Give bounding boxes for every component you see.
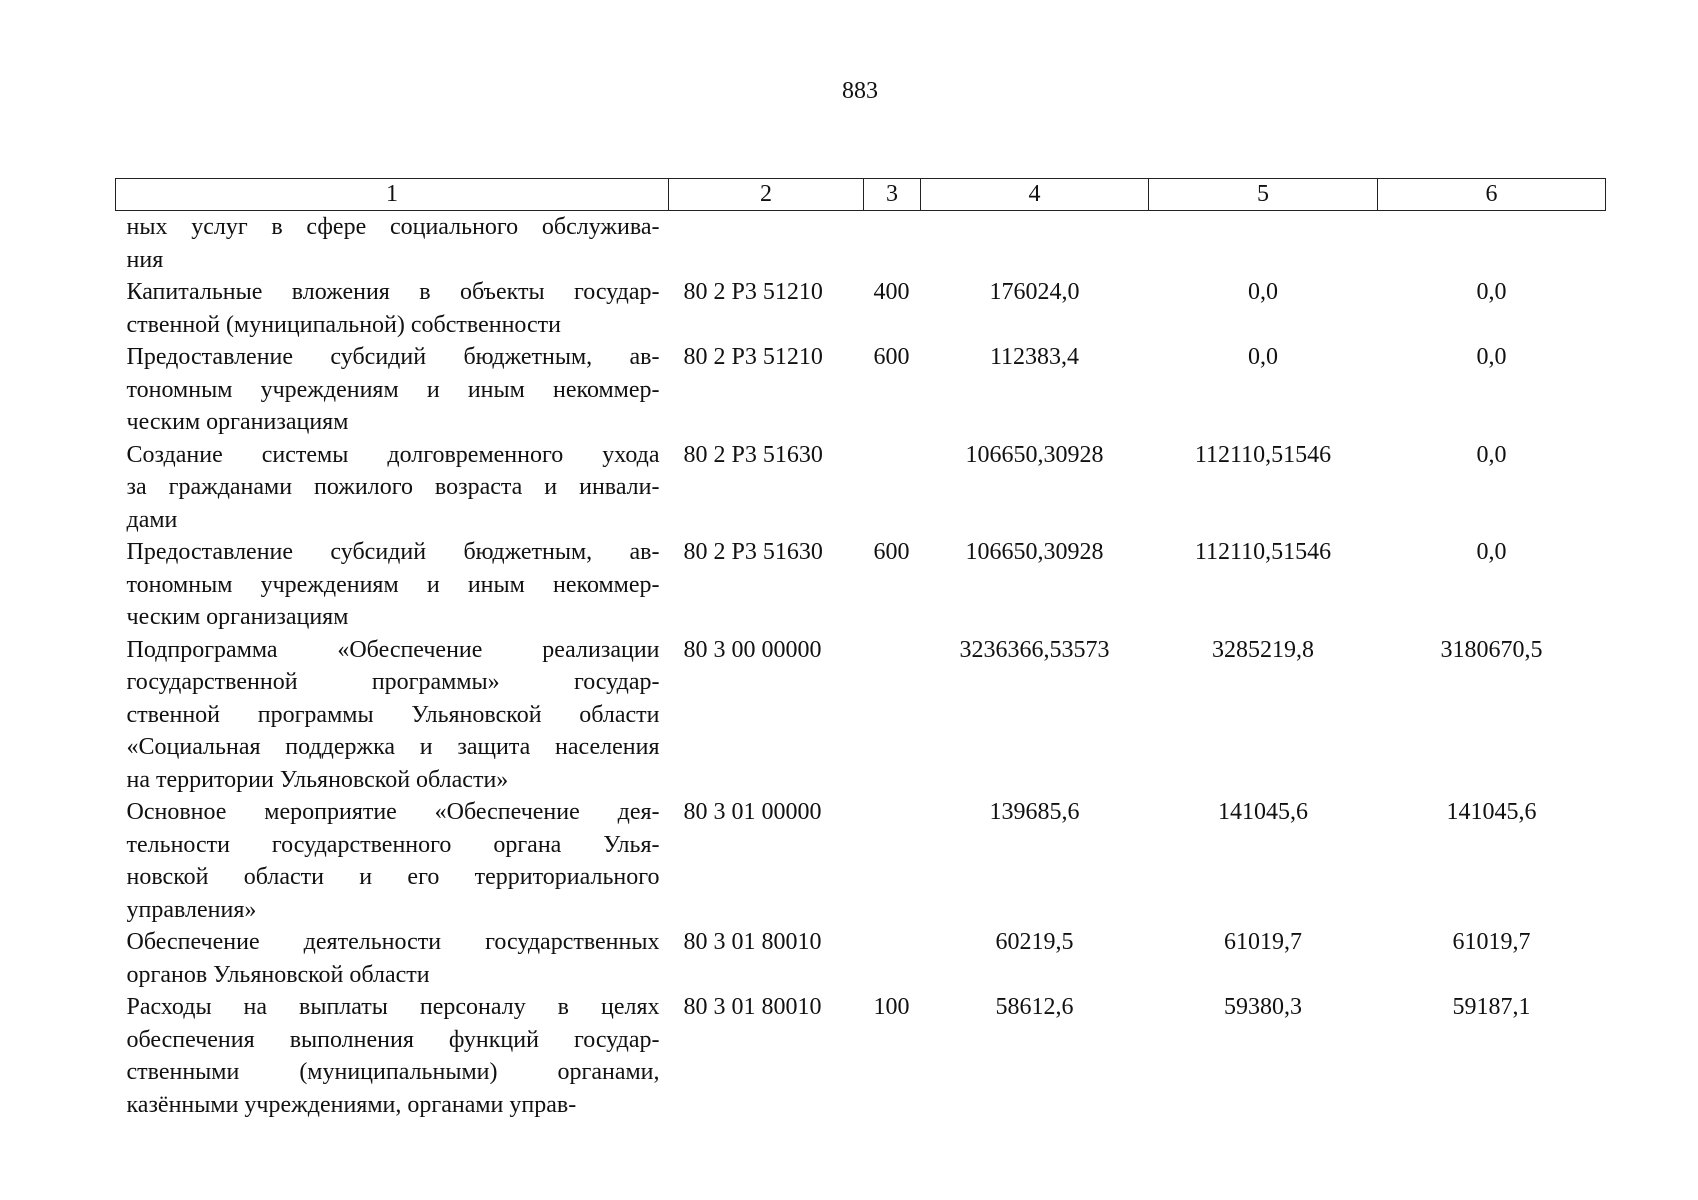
- row-value-5: 59380,3: [1224, 994, 1302, 1020]
- row-value-5: 3285219,8: [1212, 636, 1314, 663]
- row-value-5: 112110,51546: [1194, 441, 1332, 468]
- description-line: государственной программы» государ-: [126, 669, 660, 695]
- table-header: [116, 179, 1606, 211]
- row-code: 80 3 01 80010: [683, 929, 822, 955]
- description-line: тономным учреждениям и иным некоммер-: [126, 376, 660, 403]
- row-code: 80 3 01 00000: [683, 799, 822, 825]
- description-line: за гражданами пожилого возраста и инвали-: [126, 474, 660, 500]
- row-expense-type: 600: [873, 539, 910, 565]
- row-expense-type: [864, 634, 921, 797]
- row-value-6: 141045,6: [1446, 799, 1537, 825]
- description-line: ных услуг в сфере социального обслужива-: [126, 214, 660, 240]
- row-code: [669, 211, 864, 277]
- row-value-4: 139685,6: [989, 799, 1080, 825]
- column-header-2: 2: [669, 179, 864, 211]
- row-value-5: 0,0: [1248, 279, 1278, 305]
- row-expense-type: [864, 439, 921, 537]
- row-description: [116, 536, 669, 634]
- row-value-5: 61019,7: [1224, 929, 1302, 955]
- description-line: органов Ульяновской области: [126, 961, 430, 988]
- description-line: Основное мероприятие «Обеспечение дея-: [126, 799, 660, 825]
- row-value-5: 141045,6: [1218, 799, 1308, 825]
- description-line: ственной программы Ульяновской области: [126, 701, 660, 728]
- description-line: «Социальная поддержка и защита населения: [126, 734, 660, 760]
- row-value-4: 112383,4: [989, 344, 1080, 370]
- row-value-6: 59187,1: [1452, 994, 1531, 1020]
- row-code: 80 2 P3 51210: [683, 344, 823, 370]
- row-code: 80 3 01 80010: [683, 994, 822, 1020]
- row-value-5: 112110,51546: [1194, 539, 1332, 565]
- row-value-6: 0,0: [1476, 344, 1507, 370]
- description-line: ческим организациям: [126, 409, 349, 435]
- description-line: Предоставление субсидий бюджетным, ав-: [126, 539, 660, 565]
- table-row: [116, 634, 1606, 797]
- row-expense-type: 100: [873, 994, 910, 1020]
- description-line: ственными (муниципальными) органами,: [126, 1059, 660, 1085]
- description-line: Расходы на выплаты персоналу в целях: [126, 994, 660, 1020]
- row-expense-type: [864, 926, 921, 991]
- row-expense-type: [864, 211, 921, 277]
- row-description: [116, 211, 669, 277]
- row-value-4: 106650,30928: [965, 441, 1104, 468]
- column-header-3: 3: [864, 179, 921, 211]
- row-value-6: 0,0: [1476, 279, 1507, 305]
- row-value-4: [921, 211, 1149, 277]
- table-row: [116, 796, 1606, 926]
- row-description: [116, 926, 669, 991]
- table-row: [116, 536, 1606, 634]
- row-description: [116, 276, 669, 341]
- description-line: ческим организациям: [126, 604, 349, 630]
- description-line: ния: [126, 246, 164, 273]
- description-line: Подпрограмма «Обеспечение реализации: [126, 636, 660, 663]
- row-description: [116, 634, 669, 797]
- column-header-1: 1: [116, 179, 669, 211]
- budget-table: [115, 178, 1606, 1121]
- row-value-4: 176024,0: [989, 279, 1080, 305]
- table-row: [116, 439, 1606, 537]
- table-row: [116, 926, 1606, 991]
- row-value-6: 61019,7: [1452, 929, 1531, 955]
- page-number: 883: [842, 78, 878, 104]
- row-code: 80 2 P3 51210: [683, 279, 823, 305]
- row-value-6: [1378, 211, 1606, 277]
- description-line: ственной (муниципальной) собственности: [126, 311, 561, 338]
- description-line: тельности государственного органа Улья-: [126, 831, 660, 858]
- description-line: тономным учреждениям и иным некоммер-: [126, 571, 660, 598]
- row-code: 80 2 P3 51630: [683, 441, 823, 468]
- table-body: [116, 211, 1606, 1122]
- row-description: [116, 439, 669, 537]
- row-description: [116, 341, 669, 439]
- row-code: 80 2 P3 51630: [683, 539, 823, 565]
- column-header-5: 5: [1149, 179, 1378, 211]
- table-row: [116, 276, 1606, 341]
- description-line: Обеспечение деятельности государственных: [126, 929, 660, 955]
- description-line: Капитальные вложения в объекты государ-: [126, 279, 660, 305]
- row-value-6: 3180670,5: [1440, 636, 1543, 663]
- table-row: [116, 991, 1606, 1121]
- description-line: обеспечения выполнения функций государ-: [126, 1026, 660, 1053]
- row-value-4: 60219,5: [995, 929, 1074, 955]
- row-value-4: 58612,6: [995, 994, 1074, 1020]
- row-value-4: 3236366,53573: [959, 636, 1110, 663]
- description-line: Предоставление субсидий бюджетным, ав-: [126, 344, 660, 370]
- header-row: [116, 179, 1606, 211]
- row-expense-type: 600: [873, 344, 910, 370]
- row-value-5: 0,0: [1248, 344, 1278, 370]
- description-line: казёнными учреждениями, органами управ-: [126, 1091, 577, 1118]
- row-value-6: 0,0: [1476, 441, 1507, 468]
- row-value-4: 106650,30928: [965, 539, 1104, 565]
- row-expense-type: 400: [873, 279, 910, 305]
- table-row: [116, 341, 1606, 439]
- description-line: дами: [126, 506, 178, 533]
- row-value-6: 0,0: [1476, 539, 1507, 565]
- table-row: [116, 211, 1606, 277]
- row-description: [116, 991, 669, 1121]
- description-line: Создание системы долговременного ухода: [126, 441, 660, 468]
- row-description: [116, 796, 669, 926]
- column-header-6: 6: [1378, 179, 1606, 211]
- row-expense-type: [864, 796, 921, 926]
- description-line: управления»: [126, 896, 257, 923]
- description-line: новской области и его территориального: [126, 864, 660, 890]
- row-code: 80 3 00 00000: [683, 636, 822, 663]
- description-line: на территории Ульяновской области»: [126, 766, 509, 793]
- column-header-4: 4: [921, 179, 1149, 211]
- row-value-5: [1149, 211, 1378, 277]
